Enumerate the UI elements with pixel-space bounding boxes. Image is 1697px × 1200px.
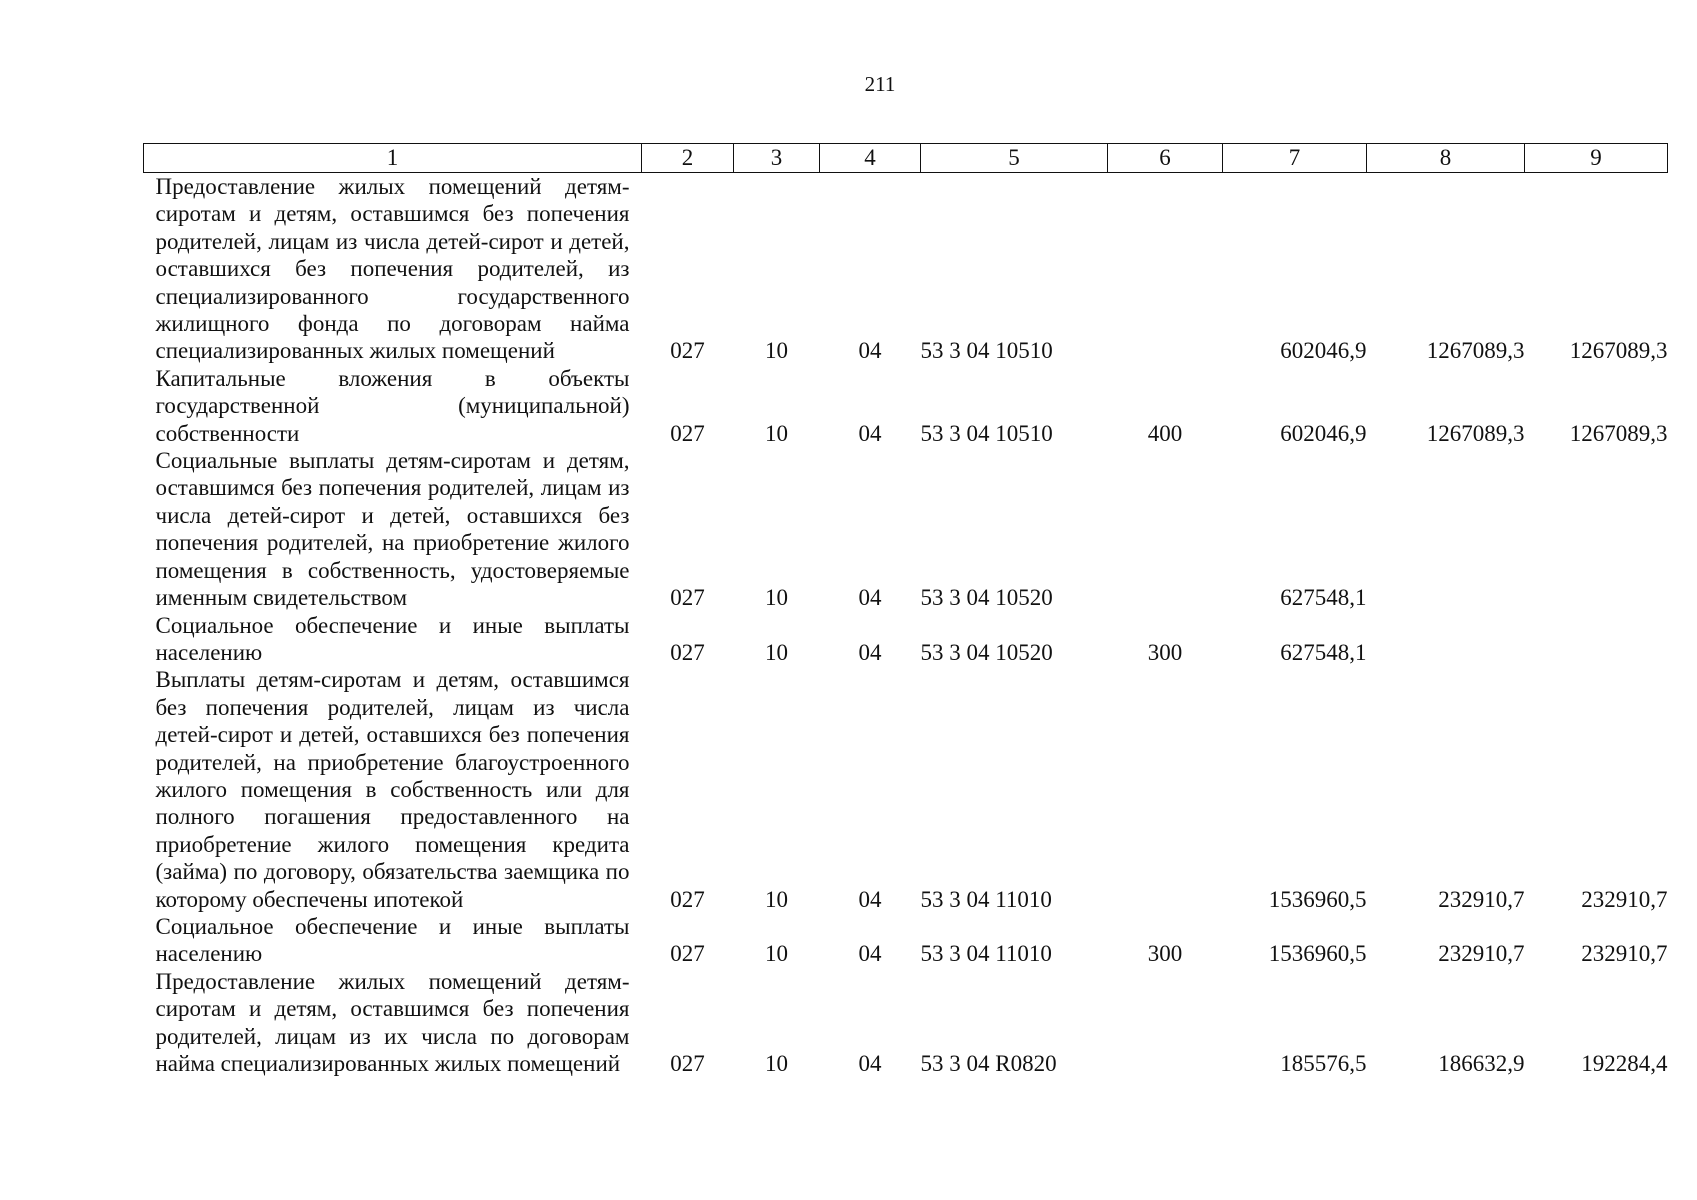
cell-subsection: 04 bbox=[858, 639, 882, 665]
cell-section: 10 bbox=[765, 585, 788, 611]
table-row bbox=[144, 666, 1668, 913]
header-col-2: 2 bbox=[642, 144, 734, 173]
header-col-5: 5 bbox=[921, 144, 1108, 173]
row-name: Социальные выплаты детям-сиротам и детям, оставшимся без попечения родителей, лицам из числа детей-сирот и детей, оставшихся без попечения родителей, на приобретение жилого помещения в собственность, удостоверяемые именным свидетельством bbox=[155, 448, 630, 611]
header-row bbox=[144, 144, 1668, 173]
cell-section: 10 bbox=[765, 1051, 788, 1076]
cell-expense-type bbox=[1108, 447, 1223, 611]
cell-subsection: 04 bbox=[858, 941, 882, 967]
cell-subsection: 04 bbox=[858, 886, 882, 912]
budget-table bbox=[143, 143, 1668, 1077]
header-col-7: 7 bbox=[1223, 144, 1367, 173]
cell-amount-col9: 192284,4 bbox=[1581, 1051, 1668, 1076]
cell-expense-type bbox=[1108, 968, 1223, 1078]
cell-admin-code: 027 bbox=[670, 1051, 705, 1076]
cell-amount-col8: 186632,9 bbox=[1438, 1051, 1525, 1076]
row-name: Капитальные вложения в объекты государственной (муниципальной) собственности bbox=[155, 365, 630, 446]
table-row bbox=[144, 968, 1668, 1078]
header-col-1: 1 bbox=[144, 144, 642, 173]
cell-section: 10 bbox=[765, 338, 788, 364]
table-row bbox=[144, 173, 1668, 365]
cell-target-article: 53 3 04 10520 bbox=[920, 639, 1053, 665]
cell-amount-col9 bbox=[1525, 612, 1668, 667]
table-body bbox=[144, 173, 1668, 1078]
cell-subsection: 04 bbox=[858, 585, 882, 611]
cell-expense-type: 300 bbox=[1147, 941, 1183, 967]
cell-amount-col7: 602046,9 bbox=[1280, 338, 1367, 364]
row-name: Выплаты детям-сиротам и детям, оставшимся без попечения родителей, лицам из числа детей-сирот и детей, оставшихся без попечения родителей, на приобретение благоустроенного жилого помещения в собственность или для полного погашения предоставленного на приобретение жилого помещения кредита (займа) по договору, обязательства заемщика по которому обеспечены ипотекой bbox=[155, 667, 630, 912]
header-col-9: 9 bbox=[1525, 144, 1668, 173]
cell-expense-type: 400 bbox=[1147, 420, 1183, 446]
cell-section: 10 bbox=[765, 639, 788, 665]
table-row bbox=[144, 365, 1668, 447]
cell-amount-col7: 627548,1 bbox=[1280, 639, 1367, 665]
cell-target-article: 53 3 04 10510 bbox=[920, 420, 1053, 446]
cell-amount-col9: 1267089,3 bbox=[1569, 338, 1668, 364]
cell-amount-col8: 1267089,3 bbox=[1426, 420, 1525, 446]
cell-admin-code: 027 bbox=[670, 941, 705, 967]
header-col-3: 3 bbox=[734, 144, 820, 173]
row-name: Предоставление жилых помещений детям-сиротам и детям, оставшимся без попечения родителей, лицам из их числа по договорам найма специализированных жилых помещений bbox=[155, 968, 630, 1076]
table-row bbox=[144, 612, 1668, 667]
cell-subsection: 04 bbox=[858, 1051, 882, 1076]
cell-target-article: 53 3 04 10520 bbox=[920, 585, 1053, 611]
table-row bbox=[144, 913, 1668, 968]
cell-expense-type: 300 bbox=[1147, 639, 1183, 665]
cell-section: 10 bbox=[765, 420, 788, 446]
table-row bbox=[144, 447, 1668, 611]
cell-expense-type bbox=[1108, 173, 1223, 365]
cell-amount-col9: 232910,7 bbox=[1581, 886, 1668, 912]
cell-amount-col8: 232910,7 bbox=[1438, 886, 1525, 912]
cell-subsection: 04 bbox=[858, 420, 882, 446]
cell-target-article: 53 3 04 11010 bbox=[920, 941, 1052, 967]
cell-amount-col9: 232910,7 bbox=[1581, 941, 1668, 967]
cell-amount-col8 bbox=[1367, 612, 1525, 667]
cell-amount-col7: 602046,9 bbox=[1280, 420, 1367, 446]
cell-amount-col7: 627548,1 bbox=[1280, 585, 1367, 611]
cell-admin-code: 027 bbox=[670, 585, 705, 611]
row-name: Социальное обеспечение и иные выплаты населению bbox=[155, 612, 630, 665]
cell-target-article: 53 3 04 10510 bbox=[920, 338, 1053, 364]
cell-target-article: 53 3 04 R0820 bbox=[920, 1051, 1057, 1076]
cell-amount-col8: 232910,7 bbox=[1438, 941, 1525, 967]
header-col-8: 8 bbox=[1367, 144, 1525, 173]
cell-amount-col7: 1536960,5 bbox=[1268, 886, 1367, 912]
cell-admin-code: 027 bbox=[670, 338, 705, 364]
row-name: Предоставление жилых помещений детям-сиротам и детям, оставшимся без попечения родителей, лицам из числа детей-сирот и детей, оставшихся без попечения родителей, из специализированного государственного жилищного фонда по договорам найма специализированных жилых помещений bbox=[155, 174, 630, 364]
cell-expense-type bbox=[1108, 666, 1223, 913]
cell-amount-col8 bbox=[1367, 447, 1525, 611]
header-col-4: 4 bbox=[820, 144, 921, 173]
cell-amount-col9: 1267089,3 bbox=[1569, 420, 1668, 446]
header-col-6: 6 bbox=[1108, 144, 1223, 173]
cell-target-article: 53 3 04 11010 bbox=[920, 886, 1052, 912]
cell-admin-code: 027 bbox=[670, 420, 705, 446]
cell-amount-col7: 185576,5 bbox=[1280, 1051, 1367, 1076]
page-number: 211 bbox=[864, 72, 896, 96]
row-name: Социальное обеспечение и иные выплаты населению bbox=[155, 913, 630, 967]
cell-amount-col7: 1536960,5 bbox=[1268, 941, 1367, 967]
cell-admin-code: 027 bbox=[670, 639, 705, 665]
cell-amount-col8: 1267089,3 bbox=[1426, 338, 1525, 364]
cell-admin-code: 027 bbox=[670, 886, 705, 912]
table-header bbox=[144, 144, 1668, 173]
cell-subsection: 04 bbox=[858, 338, 882, 364]
cell-section: 10 bbox=[765, 886, 788, 912]
cell-amount-col9 bbox=[1525, 447, 1668, 611]
cell-section: 10 bbox=[765, 941, 788, 967]
